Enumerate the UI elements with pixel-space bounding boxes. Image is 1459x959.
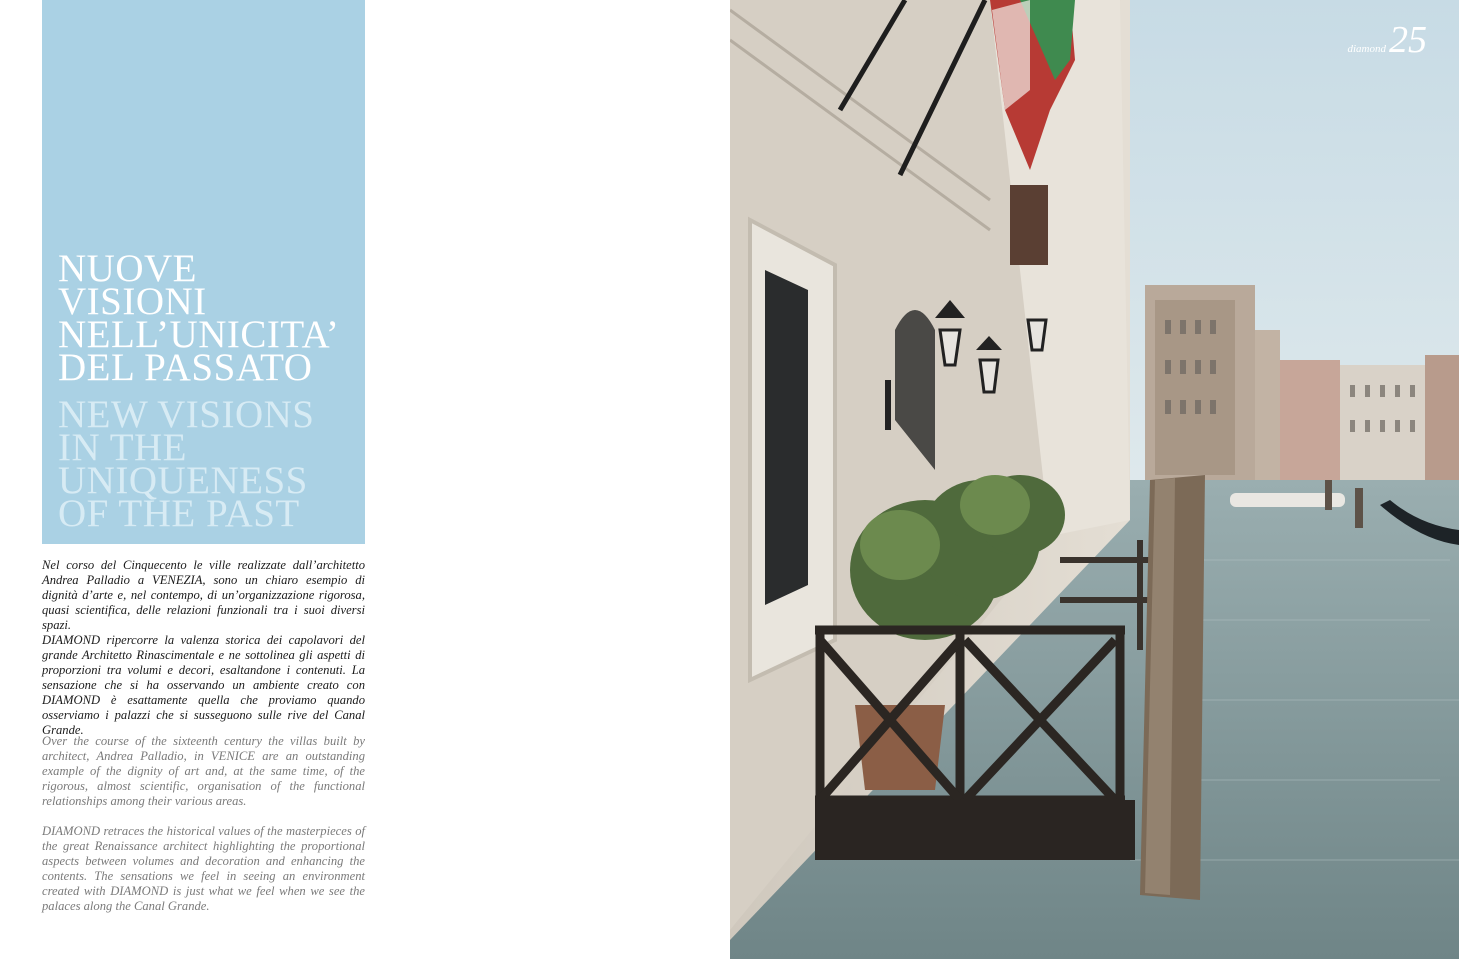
paragraph-english-1: Over the course of the sixteenth century the villas built by architect, Andrea Palladio, in VENICE are an outstanding example of the dignity of art and, at the same time, of the rigorous, almost scientific, organisation of the functional relationships among their various areas. — [42, 734, 365, 808]
heading-en-line: UNIQUENESS — [58, 459, 308, 502]
brand-label: diamond — [1347, 43, 1386, 55]
paragraph-italian-1: Nel corso del Cinquecento le ville realizzate dall’architetto Andrea Palladio a VENEZIA, sono un chiaro esempio di dignità d’arte e, nel contempo, di un’organizzazione rigorosa, quasi scientifica, delle relazioni funzionali tra i suoi diversi spazi. — [42, 558, 365, 632]
page-number: 25 — [1389, 19, 1427, 61]
heading-it-line: NELL’UNICITA’ — [58, 313, 340, 356]
heading-it-line: NUOVE — [58, 247, 197, 290]
heading-it-line: VISIONI — [58, 280, 207, 323]
heading-it-line: DEL PASSATO — [58, 346, 313, 389]
heading-en-line: IN THE — [58, 426, 188, 469]
heading-italian — [58, 247, 358, 389]
heading-en-line: NEW VISIONS — [58, 393, 315, 436]
heading-english — [58, 393, 358, 535]
paragraph-italian-2: DIAMOND ripercorre la valenza storica dei capolavori del grande Architetto Rinascimentale e ne sottolinea gli aspetti di proporzioni tra volumi e decori, esaltandone i contenuti. La sensazione che si ha osservando un ambiente creato con DIAMOND è esattamente quella che proviamo quando osserviamo i palazzi che si susseguono sulle rive del Canal Grande. — [42, 633, 365, 737]
paragraph-english-2: DIAMOND retraces the historical values of the masterpieces of the great Renaissance architect highlighting the proportional aspects between volumes and decoration and enhancing the contents. The sensations we feel in seeing an environment created with DIAMOND is just what we feel when we see the palaces along the Canal Grande. — [42, 824, 365, 913]
heading-en-line: OF THE PAST — [58, 492, 300, 535]
page-folio — [1348, 18, 1428, 62]
venice-grand-canal-photo — [730, 0, 1459, 959]
